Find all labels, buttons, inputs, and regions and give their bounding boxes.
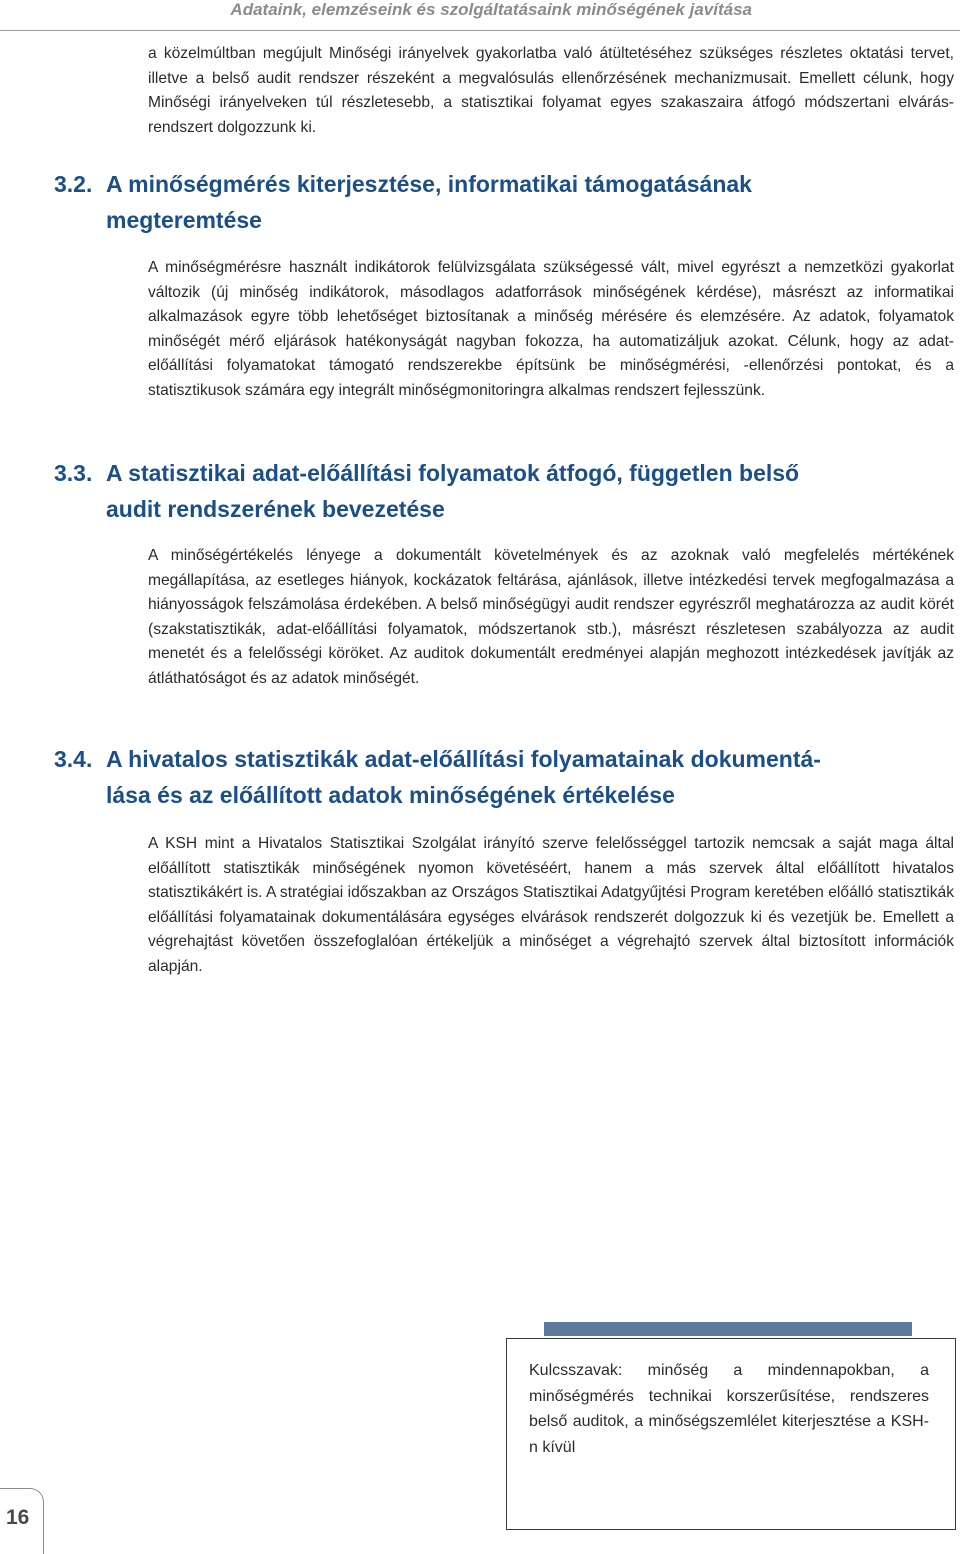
section-heading-3-3 xyxy=(54,455,914,527)
section-number: 3.4. xyxy=(54,746,93,772)
section-heading-3-4 xyxy=(54,741,914,813)
running-title: Adataink, elemzéseink és szolgáltatásaink minőségének javítása xyxy=(230,0,752,19)
keywords-box-tab xyxy=(544,1322,912,1336)
section-title-line2: lása és az előállított adatok minőségének értékelése xyxy=(106,782,675,808)
section-body-3-4: A KSH mint a Hivatalos Statisztikai Szolgálat irányító szerve felelősséggel tartozik nemcsak a saját maga által előállított statisztikák minőségének nyomon követéséért, hanem a más szervek által előállított hivatalos statisztikákért is. A stratégiai időszakban az Országos Statisztikai Adatgyűjtési Program keretében előálló statisztikák előállítási folyamatainak dokumentálására egységes elvárások rendszerét dolgozzuk ki és vezetjük be. Emellett a végrehajtást követően összefoglalóan értékeljük a minőséget a végrehajtó szervek által biztosított információk alapján. xyxy=(148,835,954,975)
section-title-line2: audit rendszerének bevezetése xyxy=(106,496,445,522)
section-title-line2: megteremtése xyxy=(106,207,262,233)
section-heading-3-2 xyxy=(54,166,914,238)
section-title-line1: A hivatalos statisztikák adat-előállítási folyamatainak dokumentá- xyxy=(106,746,821,772)
section-number: 3.3. xyxy=(54,460,93,486)
keywords-text: Kulcsszavak: minőség a mindennapokban, a minőségmérés technikai korszerűsítése, rendszeres belső auditok, a minőségszemlélet kiterjesztése a KSH-n kívül xyxy=(529,1362,929,1456)
section-body-3-3: A minőségértékelés lényege a dokumentált követelmények és az azoknak való megfelelés mértékének megállapítása, az esetleges hiányok, kockázatok feltárása, ajánlások, illetve intézkedési tervek megfogalmazása a hiányosságok felszámolása érdekében. A belső minőségügyi audit rendszer egyrészről meghatározza az audit körét (szakstatisztikák, adat-előállítási folyamatok, módszertanok stb.), másrészt részletesen szabályozza az audit menetét és a felelősségi köröket. Az auditok dokumentált eredményei alapján meghozott intézkedések javítják az átláthatóságot és az adatok minőségét. xyxy=(148,547,954,687)
section-title-line1: A minőségmérés kiterjesztése, informatikai támogatásának xyxy=(106,171,752,197)
intro-paragraph: a közelmúltban megújult Minőségi irányelvek gyakorlatba való átültetéséhez szükséges részletes oktatási tervet, illetve a belső audit rendszer részeként a megvalósulás ellenőrzésének mechanizmusait. Emellett célunk, hogy Minőségi irányelveken túl részletesebb, a statisztikai folyamat egyes szakaszaira átfogó módszertani elvárás-rendszert dolgozzunk ki. xyxy=(148,45,954,136)
section-number: 3.2. xyxy=(54,171,93,197)
section-body-3-2: A minőségmérésre használt indikátorok felülvizsgálata szükségessé vált, mivel egyrészt a nemzetközi gyakorlat változik (új minőség indikátorok, másodlagos adatforrások minőségének kérdése), másrészt az informatikai alkalmazások egyre több lehetőséget biztosítanak a minőség mérésére és elemzésére. Az adatok, folyamatok minőségét mérő eljárások hatékonyságát nagyban fokozza, ha automatizáljuk azokat. Célunk, hogy az adat-előállítási folyamatokat támogató rendszerekbe építsünk be minőségmérési, -ellenőrzési pontokat, és a statisztikusok számára egy integrált minőségmonitoringra alkalmas rendszert fejlesszünk. xyxy=(148,259,954,399)
running-header xyxy=(0,0,960,31)
page-number: 16 xyxy=(6,1506,30,1529)
section-title-line1: A statisztikai adat-előállítási folyamatok átfogó, független belső xyxy=(106,460,800,486)
